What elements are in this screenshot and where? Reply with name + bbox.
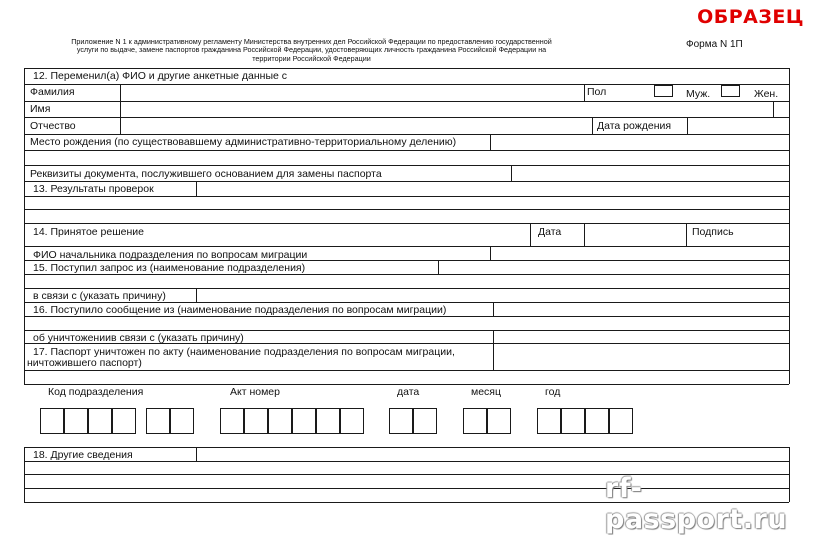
act-day-cell[interactable] bbox=[413, 408, 437, 434]
doc-details-label: Реквизиты документа, послужившего основанием для замены паспорта bbox=[30, 168, 382, 180]
act-year-cell[interactable] bbox=[585, 408, 609, 434]
unit-code-cell[interactable] bbox=[112, 408, 136, 434]
unit-code-cell[interactable] bbox=[88, 408, 112, 434]
head-name-label: ФИО начальника подразделения по вопросам миграции bbox=[33, 249, 308, 261]
male-label: Муж. bbox=[686, 88, 711, 100]
form-number: Форма N 1П bbox=[686, 39, 743, 50]
patronymic-label: Отчество bbox=[30, 120, 76, 132]
check-results-field[interactable] bbox=[197, 182, 788, 195]
unit-code-cell[interactable] bbox=[170, 408, 194, 434]
decision-date-field[interactable] bbox=[585, 224, 685, 245]
act-day-label: дата bbox=[397, 386, 420, 398]
decision-date-label: Дата bbox=[538, 226, 562, 238]
act-number-cell[interactable] bbox=[244, 408, 268, 434]
sex-label: Пол bbox=[587, 86, 607, 98]
unit-code-cell[interactable] bbox=[64, 408, 88, 434]
birth-place-label: Место рождения (по существовавшему административно-территориальному делению) bbox=[30, 136, 457, 148]
unit-code-cell[interactable] bbox=[146, 408, 170, 434]
name-field[interactable] bbox=[121, 102, 772, 116]
act-month-cell[interactable] bbox=[463, 408, 487, 434]
section-16-title: 16. Поступило сообщение из (наименование подразделения по вопросам миграции) bbox=[33, 304, 447, 316]
reason-label: в связи с (указать причину) bbox=[33, 290, 166, 302]
act-number-cell[interactable] bbox=[340, 408, 364, 434]
appendix-line-1: Приложение N 1 к административному регламенту Министерства внутренних дел Российской Федерации по предоставлению государственной bbox=[71, 37, 552, 46]
birth-date-field[interactable] bbox=[688, 118, 788, 133]
section-13-title: 13. Результаты проверок bbox=[33, 183, 154, 195]
section-18-title: 18. Другие сведения bbox=[33, 449, 133, 461]
surname-field[interactable] bbox=[121, 85, 583, 100]
act-year-cell[interactable] bbox=[609, 408, 633, 434]
birth-place-field[interactable] bbox=[491, 135, 788, 149]
female-label: Жен. bbox=[754, 88, 779, 100]
section-14-title: 14. Принятое решение bbox=[33, 226, 144, 238]
act-year-cell[interactable] bbox=[537, 408, 561, 434]
other-info-field[interactable] bbox=[197, 448, 788, 460]
act-number-cell[interactable] bbox=[220, 408, 244, 434]
act-month-label: месяц bbox=[471, 386, 502, 398]
appendix-note bbox=[24, 38, 599, 63]
act-number-cell[interactable] bbox=[292, 408, 316, 434]
male-checkbox[interactable] bbox=[654, 85, 673, 97]
section-15-title: 15. Поступил запрос из (наименование подразделения) bbox=[33, 262, 306, 274]
act-year-cell[interactable] bbox=[561, 408, 585, 434]
act-number-label: Акт номер bbox=[230, 386, 280, 398]
appendix-line-3: территории Российской Федерации bbox=[252, 53, 371, 63]
surname-label: Фамилия bbox=[30, 86, 75, 98]
act-number-cell[interactable] bbox=[268, 408, 292, 434]
appendix-line-2: услуги по выдаче, замене паспортов гражданина Российской Федерации, удостоверяющих личность гражданина Российской Федерации на bbox=[76, 45, 547, 55]
act-number-cell[interactable] bbox=[316, 408, 340, 434]
site-watermark: rf-passport.ru bbox=[605, 473, 788, 535]
section-17-title-line-2: ничтожившего паспорт) bbox=[27, 357, 142, 369]
name-label: Имя bbox=[30, 103, 51, 115]
destroying-unit-field[interactable] bbox=[494, 344, 788, 369]
patronymic-field[interactable] bbox=[121, 118, 591, 133]
doc-details-field[interactable] bbox=[512, 166, 788, 180]
act-day-cell[interactable] bbox=[389, 408, 413, 434]
destruction-reason-label: об уничтожениив связи с (указать причину) bbox=[33, 332, 244, 344]
birth-date-label: Дата рождения bbox=[597, 120, 672, 132]
sample-stamp: ОБРАЗЕЦ bbox=[697, 6, 804, 28]
unit-code-cell[interactable] bbox=[40, 408, 64, 434]
act-year-label: год bbox=[545, 386, 561, 398]
message-source-field[interactable] bbox=[494, 303, 788, 315]
female-checkbox[interactable] bbox=[721, 85, 740, 97]
request-source-field[interactable] bbox=[439, 261, 788, 273]
section-17-title-line-1: 17. Паспорт уничтожен по акту (наименование подразделения по вопросам миграции, bbox=[33, 346, 455, 358]
reason-field[interactable] bbox=[197, 289, 788, 301]
head-name-field[interactable] bbox=[491, 247, 788, 259]
signature-label: Подпись bbox=[692, 226, 734, 238]
section-12-title: 12. Переменил(а) ФИО и другие анкетные данные с bbox=[33, 70, 287, 82]
act-month-cell[interactable] bbox=[487, 408, 511, 434]
unit-code-label: Код подразделения bbox=[48, 386, 144, 398]
